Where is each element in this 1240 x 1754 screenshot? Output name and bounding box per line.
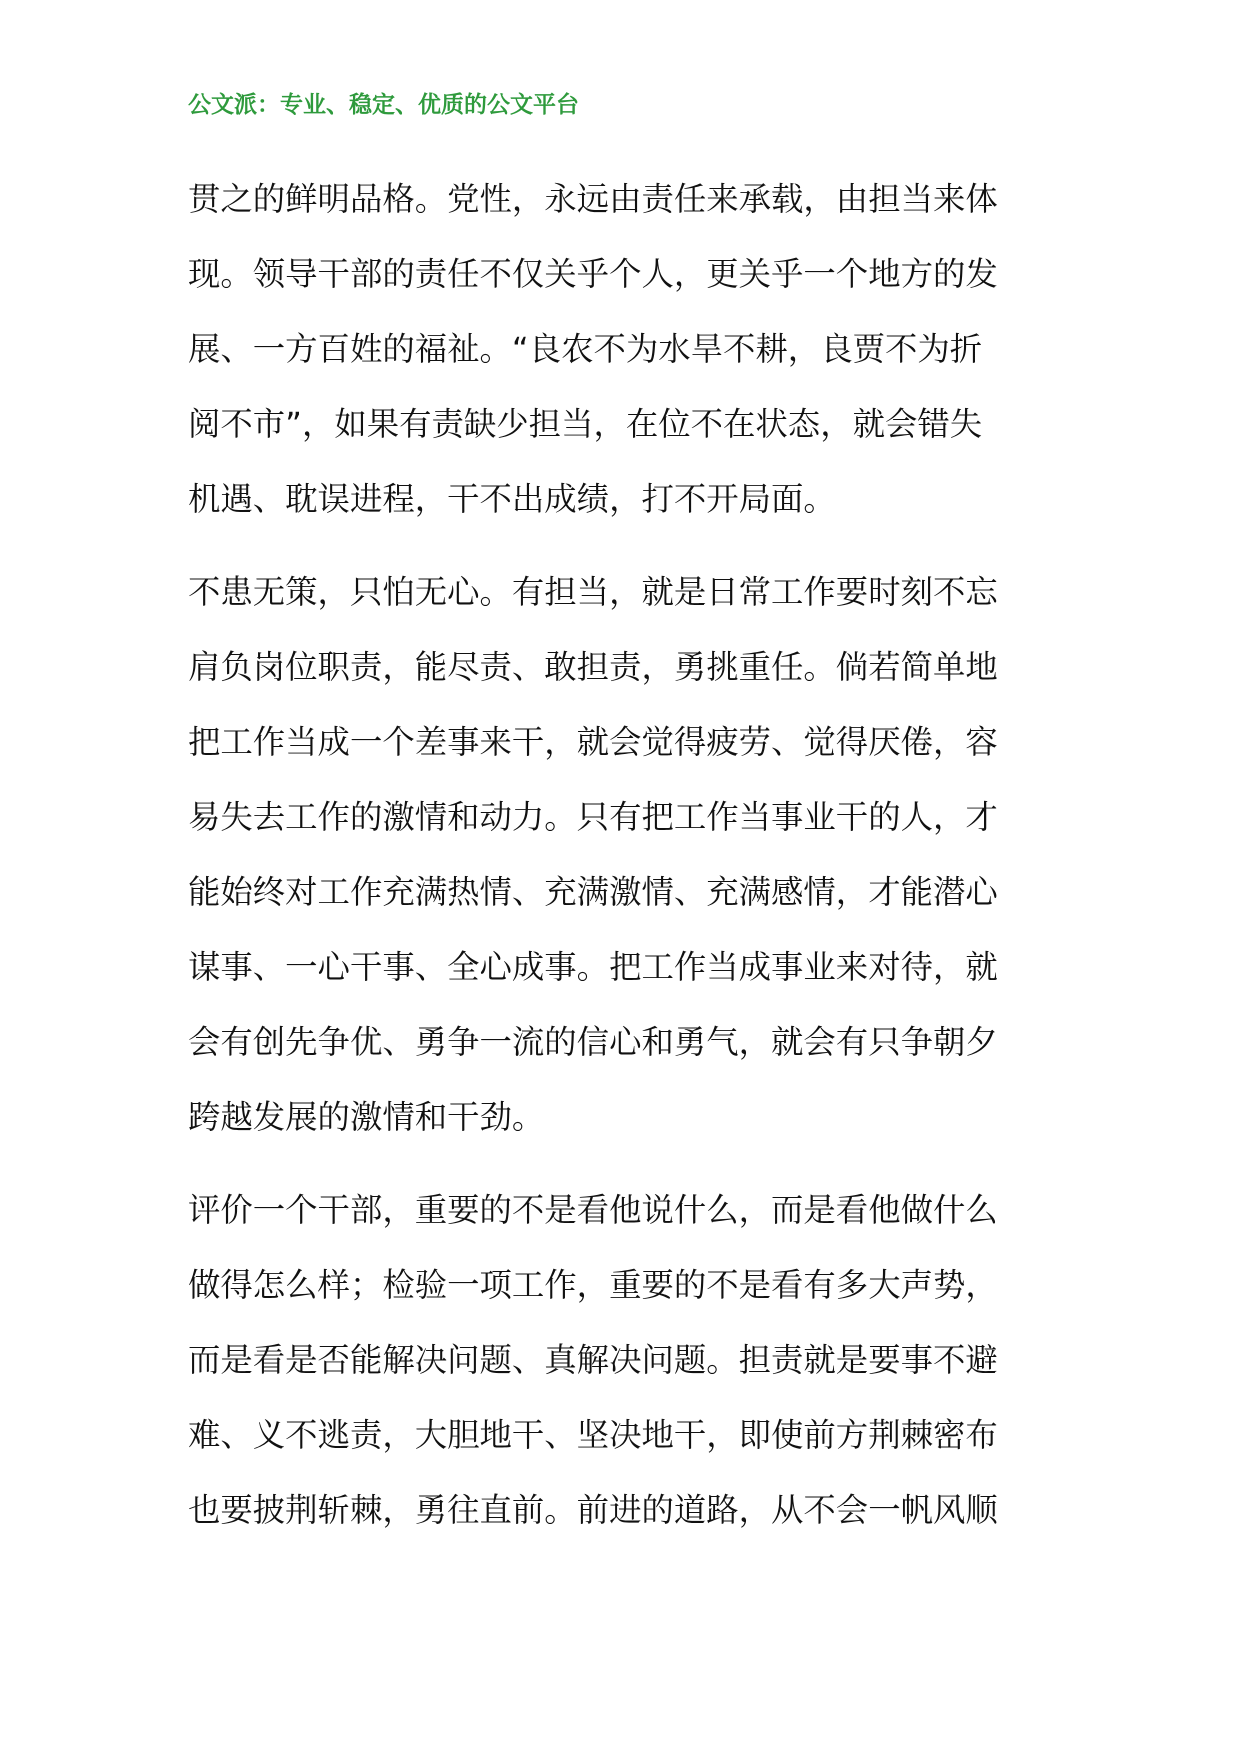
paragraph-line: 现。领导干部的责任不仅关乎个人，更关乎一个地方的发 bbox=[188, 255, 998, 293]
paragraph-line: 评价一个干部，重要的不是看他说什么，而是看他做什么 bbox=[188, 1191, 998, 1229]
paragraph-line: 展、一方百姓的福祉。“良农不为水旱不耕，良贾不为折 bbox=[188, 330, 983, 368]
paragraph-line: 机遇、耽误进程，干不出成绩，打不开局面。 bbox=[188, 480, 836, 518]
paragraph-line: 也要披荆斩棘，勇往直前。前进的道路，从不会一帆风顺 bbox=[188, 1491, 998, 1529]
paragraph-line: 而是看是否能解决问题、真解决问题。担责就是要事不避 bbox=[188, 1341, 998, 1379]
paragraph-line: 把工作当成一个差事来干，就会觉得疲劳、觉得厌倦，容 bbox=[188, 723, 998, 761]
paragraph-line: 谋事、一心干事、全心成事。把工作当成事业来对待，就 bbox=[188, 948, 998, 986]
paragraph-line: 易失去工作的激情和动力。只有把工作当事业干的人，才 bbox=[188, 798, 998, 836]
paragraph-1 bbox=[188, 162, 1053, 537]
paragraph-line: 能始终对工作充满热情、充满激情、充满感情，才能潜心 bbox=[188, 873, 998, 911]
paragraph-2 bbox=[188, 555, 1053, 1155]
paragraph-line: 贯之的鲜明品格。党性，永远由责任来承载，由担当来体 bbox=[188, 180, 998, 218]
header-title: 公文派：专业、稳定、优质的公文平台 bbox=[188, 91, 579, 118]
paragraph-line: 阅不市”，如果有责缺少担当，在位不在状态，就会错失 bbox=[188, 405, 983, 443]
paragraph-line: 会有创先争优、勇争一流的信心和勇气，就会有只争朝夕 bbox=[188, 1023, 998, 1061]
paragraph-3 bbox=[188, 1173, 1053, 1548]
paragraph-line: 跨越发展的激情和干劲。 bbox=[188, 1098, 545, 1136]
paragraph-line: 肩负岗位职责，能尽责、敢担责，勇挑重任。倘若简单地 bbox=[188, 648, 998, 686]
document-body bbox=[188, 162, 1053, 1566]
paragraph-line: 做得怎么样；检验一项工作，重要的不是看有多大声势， bbox=[188, 1266, 998, 1304]
paragraph-line: 不患无策，只怕无心。有担当，就是日常工作要时刻不忘 bbox=[188, 573, 998, 611]
paragraph-line: 难、义不逃责，大胆地干、坚决地干，即使前方荆棘密布 bbox=[188, 1416, 998, 1454]
